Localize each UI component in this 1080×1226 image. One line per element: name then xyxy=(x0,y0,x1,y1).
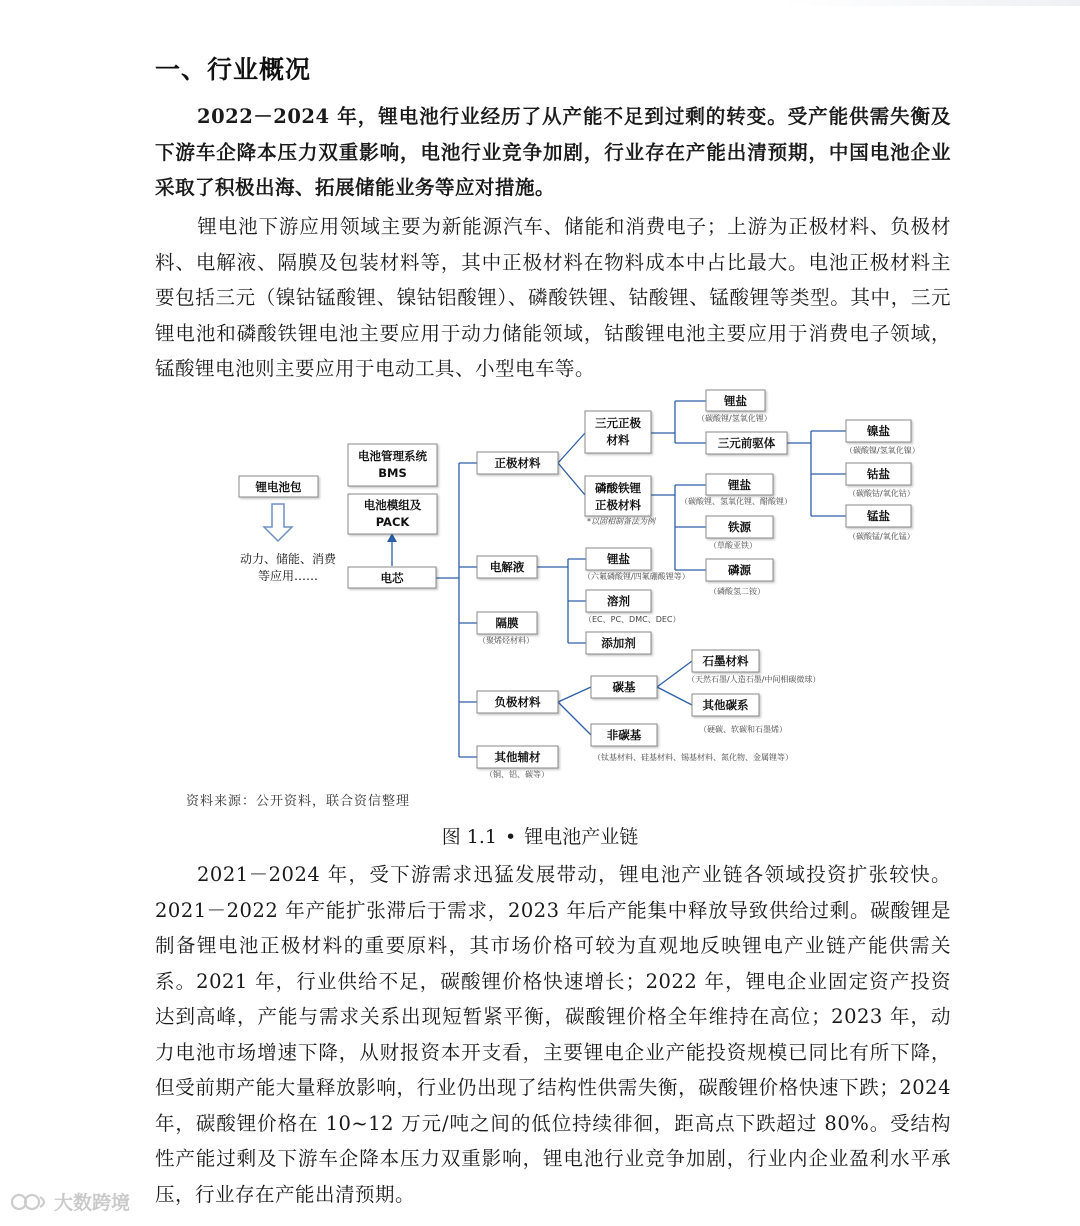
svg-text:材料: 材料 xyxy=(606,433,630,447)
non-carbon-note: （钛基材料、硅基材料、锡基材料、氮化物、金属锂等） xyxy=(593,753,793,762)
svg-text:负极材料: 负极材料 xyxy=(494,695,541,709)
analysis-text: 2021－2024 年，受下游需求迅猛发展带动，锂电池产业链各领域投资扩张较快。2021－2022 年产能扩张滞后于需求，2023 年后产能集中释放导致供给过剩。碳酸锂是制备锂电池正极材料的重要原料，其市场价格可较为直观地反映锂电产业链产能供需关系。2021 年，行业供给不足，碳酸锂价格快速增长；2022 年，锂电企业固定资产投资达到高峰，产能与需求关系出现短暂紧平衡，碳酸锂价格全年维持在高位；2023 年，动力电池市场增速下降，从财报资本开支看，主要锂电企业产能投资规模已同比有所下降，但受前期产能大量释放影响，行业仍出现了结构性供需失衡，碳酸锂价格快速下跌；2024 年，碳酸锂价格在 10~12 万元/吨之间的低位持续徘徊，距高点下跌超过 80%。受结构性产能过剩及下游车企降本压力双重影响，锂电池行业竞争加剧，行业内企业盈利水平承压，行业存在产能出清预期。 xyxy=(155,863,951,1206)
svg-text:添加剂: 添加剂 xyxy=(601,636,636,650)
lfp-note: *以固相制备法为例 xyxy=(587,517,655,526)
node-separator xyxy=(477,612,537,634)
svg-text:其他辅材: 其他辅材 xyxy=(494,750,541,764)
cobalt-note: （碳酸钴/氧化钴） xyxy=(848,489,915,498)
node-iron-source xyxy=(706,516,773,538)
svg-text:锂盐: 锂盐 xyxy=(724,394,747,408)
node-manganese-salt xyxy=(846,505,911,527)
node-li-salt-ternary xyxy=(706,390,765,411)
node-ternary-cathode xyxy=(585,411,651,453)
svg-text:铁源: 铁源 xyxy=(728,520,751,534)
node-carbon-based xyxy=(591,676,657,698)
section-title: 一、行业概况 xyxy=(155,55,312,84)
node-cathode xyxy=(477,452,558,474)
node-phosphorus-source xyxy=(706,559,773,581)
svg-text:电解液: 电解液 xyxy=(489,560,525,574)
node-anode xyxy=(477,691,558,713)
node-li-salt-lfp xyxy=(706,474,773,495)
svg-text:电芯: 电芯 xyxy=(380,571,404,585)
svg-text:三元正极: 三元正极 xyxy=(595,416,641,430)
svg-text:BMS: BMS xyxy=(378,466,407,480)
iron-note: （草酸亚铁） xyxy=(709,541,757,550)
svg-text:电池模组及: 电池模组及 xyxy=(363,498,422,512)
watermark-text: 大数跨境 xyxy=(54,1192,131,1214)
summary-text: 2022－2024 年，锂电池行业经历了从产能不足到过剩的转变。受产能供需失衡及下游车企降本压力双重影响，电池行业竞争加剧，行业存在产能出清预期，中国电池企业采取了积极出海、拓展储能业务等应对措施。 xyxy=(155,105,951,199)
caption-bullet: • xyxy=(505,826,517,848)
svg-text:磷源: 磷源 xyxy=(728,563,751,577)
other-aux-note: （铜、铝、碳等） xyxy=(485,770,549,779)
intro-text: 锂电池下游应用领域主要为新能源汽车、储能和消费电子；上游为正极材料、负极材料、电解液、隔膜及包装材料等，其中正极材料在物料成本中占比最大。电池正极材料主要包括三元（镍钴锰酸锂、镍钴铝酸锂）、磷酸铁锂、钴酸锂、锰酸锂等类型。其中，三元锂电池和磷酸铁锂电池主要应用于动力储能领域，钴酸锂电池主要应用于消费电子领域，锰酸锂电池则主要应用于电动工具、小型电车等。 xyxy=(155,215,951,380)
svg-text:溶剂: 溶剂 xyxy=(607,594,630,608)
graphite-note: （天然石墨/人造石墨/中间相碳微球） xyxy=(687,675,821,684)
svg-text:钴盐: 钴盐 xyxy=(867,467,890,481)
node-ternary-precursor xyxy=(706,432,787,454)
solvent-note: （EC、PC、DMC、DEC） xyxy=(584,615,681,624)
li-salt-ternary-note: （碳酸锂/氢氧化锂） xyxy=(697,414,772,423)
svg-text:石墨材料: 石墨材料 xyxy=(702,654,749,668)
caption-number: 图 1.1 xyxy=(441,826,498,848)
svg-text:非碳基: 非碳基 xyxy=(606,728,642,742)
node-bms xyxy=(348,444,437,486)
li-salt-electrolyte-note: （六氟磷酸锂/四氟硼酸锂等） xyxy=(583,572,690,581)
svg-text:隔膜: 隔膜 xyxy=(495,616,519,630)
watermark-logo-icon xyxy=(10,1189,50,1215)
svg-text:锂盐: 锂盐 xyxy=(607,552,630,566)
node-cobalt-salt xyxy=(846,463,911,485)
node-cell xyxy=(348,567,436,588)
svg-text:锂电池包: 锂电池包 xyxy=(255,480,302,494)
manganese-note: （碳酸锰/氧化锰） xyxy=(848,532,915,541)
phosphorus-note: （磷酸氢二铵） xyxy=(709,587,765,596)
node-electrolyte xyxy=(477,556,537,578)
nickel-note: （碳酸镍/氢氧化镍） xyxy=(845,446,920,455)
node-graphite xyxy=(692,650,759,672)
usage-label-line1: 动力、储能、消费 xyxy=(239,552,337,566)
svg-text:PACK: PACK xyxy=(375,515,410,529)
node-additive xyxy=(586,632,651,654)
node-battery-pack xyxy=(239,476,318,497)
node-other-aux xyxy=(477,746,558,768)
figure-caption xyxy=(0,822,1080,849)
caption-title: 锂电池产业链 xyxy=(524,826,639,848)
svg-text:正极材料: 正极材料 xyxy=(494,456,541,470)
svg-text:碳基: 碳基 xyxy=(612,680,636,694)
node-module-pack xyxy=(348,494,437,534)
other-carbon-note: （硬碳、软碳和石墨烯） xyxy=(699,725,787,734)
svg-text:锰盐: 锰盐 xyxy=(867,509,890,523)
figure-source: 资料来源：公开资料，联合资信整理 xyxy=(186,794,411,809)
svg-text:正极材料: 正极材料 xyxy=(595,498,641,512)
svg-text:锂盐: 锂盐 xyxy=(728,478,751,492)
svg-text:其他碳系: 其他碳系 xyxy=(702,698,749,712)
usage-arrow-icon xyxy=(264,504,292,541)
node-solvent xyxy=(586,590,651,612)
svg-text:磷酸铁锂: 磷酸铁锂 xyxy=(595,481,641,495)
svg-text:电池管理系统: 电池管理系统 xyxy=(358,449,427,463)
separator-note: （聚烯烃材料） xyxy=(478,636,534,645)
svg-text:镍盐: 镍盐 xyxy=(867,424,890,438)
svg-text:三元前驱体: 三元前驱体 xyxy=(717,436,776,450)
usage-label-line2: 等应用…… xyxy=(257,569,319,583)
node-lfp-cathode xyxy=(585,476,651,516)
node-other-carbon xyxy=(692,694,759,716)
li-salt-lfp-note: （碳酸锂、氢氧化锂、醋酸锂） xyxy=(680,497,792,506)
node-li-salt-electrolyte xyxy=(586,548,651,570)
analysis-paragraph xyxy=(155,857,951,1212)
node-nickel-salt xyxy=(846,420,911,442)
watermark xyxy=(10,1188,130,1215)
node-non-carbon xyxy=(591,724,657,746)
